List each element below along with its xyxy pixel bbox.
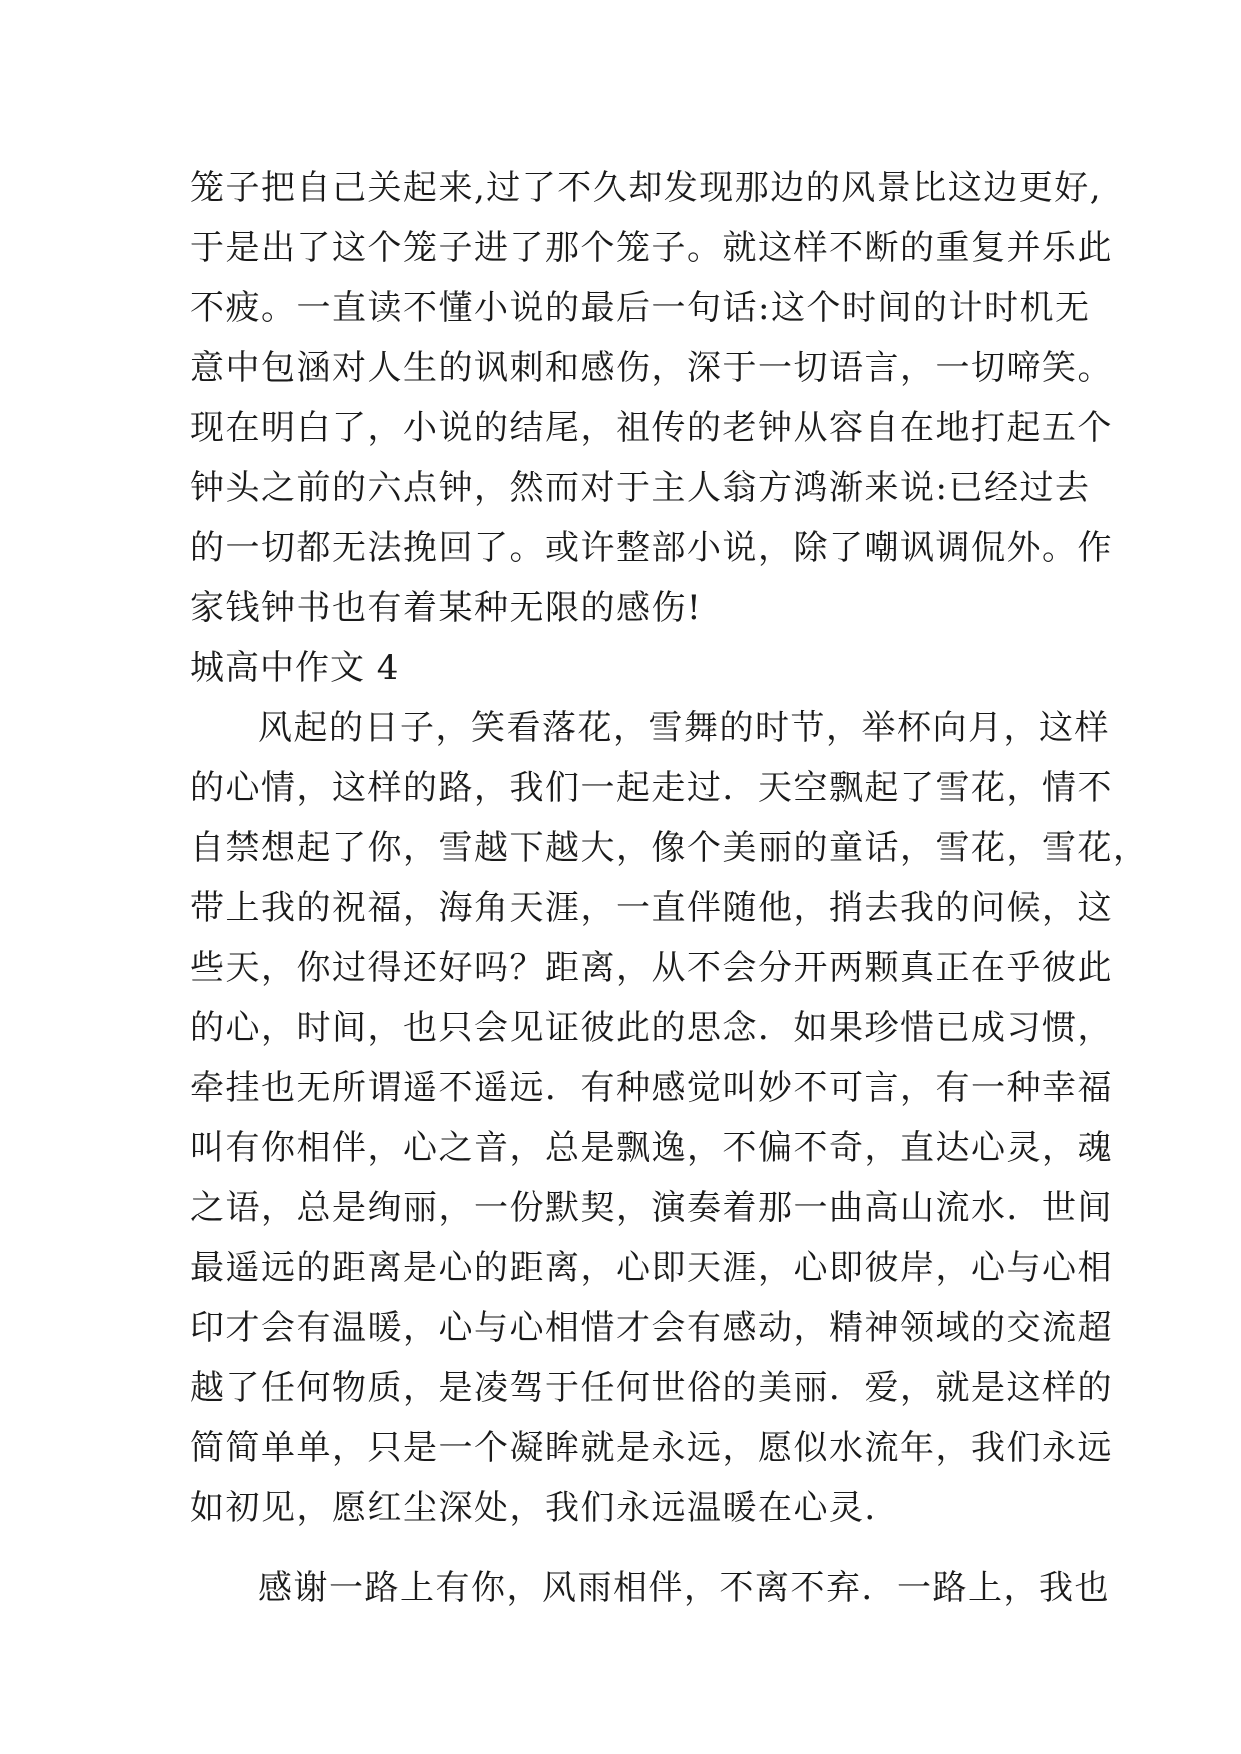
text-line: 叫有你相伴，心之音，总是飘逸，不偏不奇，直达心灵，魂 [190, 1128, 1113, 1168]
text-line: 意中包涵对人生的讽刺和感伤，深于一切语言，一切啼笑。 [190, 348, 1113, 388]
text-line: 风起的日子，笑看落花，雪舞的时节，举杯向月，这样 [258, 708, 1110, 748]
text-line: 些天，你过得还好吗？距离，从不会分开两颗真正在乎彼此 [190, 948, 1113, 988]
text-line: 牵挂也无所谓遥不遥远．有种感觉叫妙不可言，有一种幸福 [190, 1068, 1113, 1108]
paragraph-main [190, 698, 1149, 1538]
text-line: 带上我的祝福，海角天涯，一直伴随他，捎去我的问候，这 [190, 888, 1113, 928]
document-body [190, 158, 1149, 1618]
text-line: 钟头之前的六点钟，然而对于主人翁方鸿渐来说:已经过去 [190, 468, 1091, 508]
text-line: 的心情，这样的路，我们一起走过．天空飘起了雪花，情不 [190, 768, 1113, 808]
paragraph-next [190, 1558, 1110, 1618]
text-line: 于是出了这个笼子进了那个笼子。就这样不断的重复并乐此 [190, 228, 1113, 268]
text-line: 笼子把自己关起来,过了不久却发现那边的风景比这边更好, [190, 168, 1103, 208]
text-line: 如初见，愿红尘深处，我们永远温暖在心灵． [190, 1488, 900, 1528]
section-heading: 城高中作文 4 [190, 648, 400, 688]
text-line: 最遥远的距离是心的距离，心即天涯，心即彼岸，心与心相 [190, 1248, 1113, 1288]
text-line: 越了任何物质，是凌驾于任何世俗的美丽．爱，就是这样的 [190, 1368, 1113, 1408]
text-line: 自禁想起了你，雪越下越大，像个美丽的童话，雪花，雪花， [190, 828, 1149, 868]
text-line: 感谢一路上有你，风雨相伴，不离不弃．一路上，我也 [258, 1568, 1110, 1608]
text-line: 不疲。一直读不懂小说的最后一句话:这个时间的计时机无 [190, 288, 1091, 328]
paragraph-gap [190, 1538, 1090, 1558]
text-line: 的一切都无法挽回了。或许整部小说，除了嘲讽调侃外。作 [190, 528, 1113, 568]
text-line: 简简单单，只是一个凝眸就是永远，愿似水流年，我们永远 [190, 1428, 1113, 1468]
text-line: 家钱钟书也有着某种无限的感伤! [190, 588, 703, 628]
paragraph-continuation [190, 158, 1113, 638]
text-line: 的心，时间，也只会见证彼此的思念．如果珍惜已成习惯， [190, 1008, 1113, 1048]
text-line: 印才会有温暖，心与心相惜才会有感动，精神领域的交流超 [190, 1308, 1113, 1348]
text-line: 之语，总是绚丽，一份默契，演奏着那一曲高山流水．世间 [190, 1188, 1113, 1228]
text-line: 现在明白了，小说的结尾，祖传的老钟从容自在地打起五个 [190, 408, 1113, 448]
